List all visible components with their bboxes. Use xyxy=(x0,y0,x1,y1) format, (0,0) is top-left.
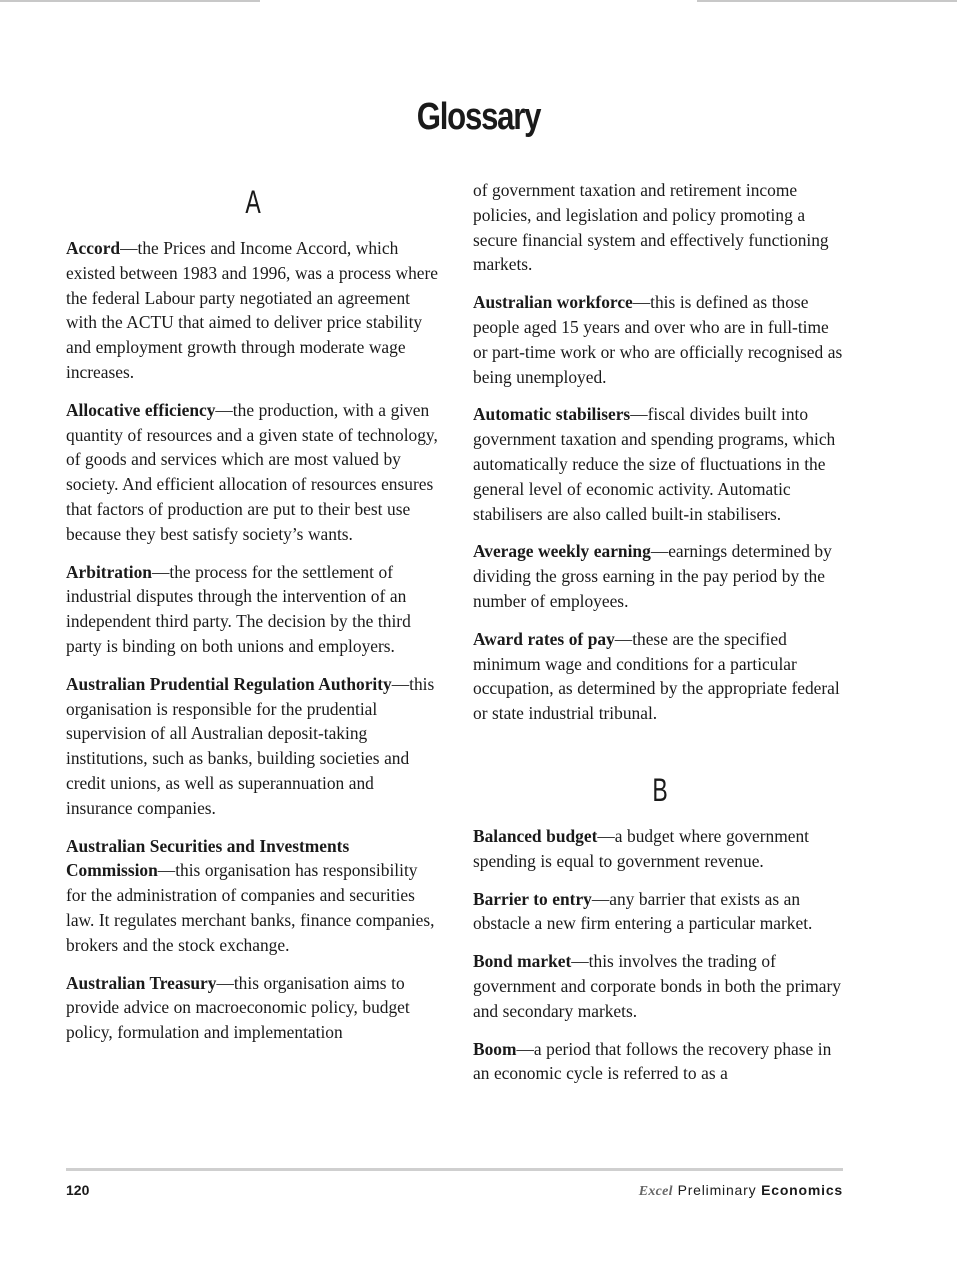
glossary-entry xyxy=(66,672,440,821)
glossary-entry xyxy=(473,627,847,726)
glossary-entry xyxy=(473,824,847,874)
entry-term: Australian workforce xyxy=(473,292,633,313)
entry-definition: —any barrier that exists as an obstacle a new firm entering a particular market. xyxy=(473,888,813,934)
entry-term: Australian Securities and Investments Commission xyxy=(66,835,350,881)
glossary-entry xyxy=(473,539,847,613)
entry-definition: —these are the specified minimum wage and conditions for a particular occupation, as determined by the appropriate federal or state industrial tribunal. xyxy=(473,628,840,724)
entry-definition: —this is defined as those people aged 15 years and over who are in full-time or part-time work or who are officially recognised as being unemployed. xyxy=(473,292,843,387)
entry-definition: —this organisation has responsibility for the administration of companies and securities law. It regulates merchant banks, finance companies, brokers and the stock exchange. xyxy=(66,860,435,955)
entry-definition: —the process for the settlement of industrial disputes through the intervention of an independent third party. The decision by the third party is binding on both unions and employers. xyxy=(66,561,411,656)
entry-definition: —fiscal divides built into government taxation and spending programs, which automatically reduce the size of fluctuations in the general level of economic activity. Automatic stabilisers are also called built-in stabilisers. xyxy=(473,404,836,524)
entry-definition: —earnings determined by dividing the gross earning in the pay period by the number of employees. xyxy=(473,541,832,611)
entry-term: Australian Prudential Regulation Authority xyxy=(66,673,392,694)
section-heading-b: B xyxy=(652,771,668,808)
right-column xyxy=(473,178,847,1099)
entry-term: Barrier to entry xyxy=(473,888,592,909)
continued-definition: of government taxation and retirement income policies, and legislation and policy promoting a secure financial system and effectively functioning markets. xyxy=(473,180,829,275)
book-subject: Economics xyxy=(761,1182,843,1198)
glossary-entry xyxy=(473,887,847,937)
book-brand: Excel xyxy=(638,1184,673,1199)
entry-term: Balanced budget xyxy=(473,825,598,846)
section-heading-a: A xyxy=(245,184,261,220)
entry-definition: —this organisation aims to provide advice on macroeconomic policy, budget policy, formulation and implementation xyxy=(66,972,410,1043)
glossary-entry xyxy=(473,402,847,526)
entry-definition: —the production, with a given quantity of resources and a given state of technology, of goods and services which are most valued by society. And efficient allocation of resources ensures that factors of production are put to their best use because they best satisfy society’s wants. xyxy=(66,399,438,544)
entry-term: Australian Treasury xyxy=(66,972,217,993)
book-series: Preliminary xyxy=(677,1182,757,1198)
entry-term: Accord xyxy=(66,238,121,258)
glossary-entry xyxy=(66,834,440,958)
glossary-entry xyxy=(473,1037,847,1087)
entry-definition: —a budget where government spending is equal to government revenue. xyxy=(473,825,810,871)
page-number: 120 xyxy=(66,1182,90,1198)
entry-term: Allocative efficiency xyxy=(66,399,216,420)
glossary-entry xyxy=(473,949,847,1023)
entry-term: Average weekly earning xyxy=(473,541,651,562)
entry-definition: —this organisation is responsible for the prudential supervision of all Australian deposit-taking institutions, such as banks, building societies and credit unions, as well as superannuation and insurance companies. xyxy=(66,673,435,818)
glossary-entry xyxy=(66,398,440,547)
glossary-entry xyxy=(66,560,440,659)
entry-definition: —a period that follows the recovery phase in an economic cycle is referred to as a xyxy=(473,1038,832,1084)
glossary-entry xyxy=(66,971,440,1045)
entry-definition: —the Prices and Income Accord, which existed between 1983 and 1996, was a process where the federal Labour party negotiated an agreement with the ACTU that aimed to deliver price stability and employment growth through moderate wage increases. xyxy=(66,238,439,382)
left-column xyxy=(66,178,440,1058)
glossary-entry xyxy=(66,236,440,385)
entry-term: Arbitration xyxy=(66,561,152,582)
entry-term: Bond market xyxy=(473,951,572,972)
book-title xyxy=(639,1182,843,1200)
footer-rule xyxy=(66,1168,843,1171)
entry-definition: —this involves the trading of government and corporate bonds in both the primary and secondary markets. xyxy=(473,951,841,1021)
entry-term: Automatic stabilisers xyxy=(473,404,631,425)
top-rule-left xyxy=(0,0,260,2)
entry-term: Boom xyxy=(473,1038,517,1059)
glossary-entry xyxy=(473,290,847,389)
entry-term: Award rates of pay xyxy=(473,628,615,649)
page-title: Glossary xyxy=(416,96,541,138)
top-rule-right xyxy=(697,0,957,2)
